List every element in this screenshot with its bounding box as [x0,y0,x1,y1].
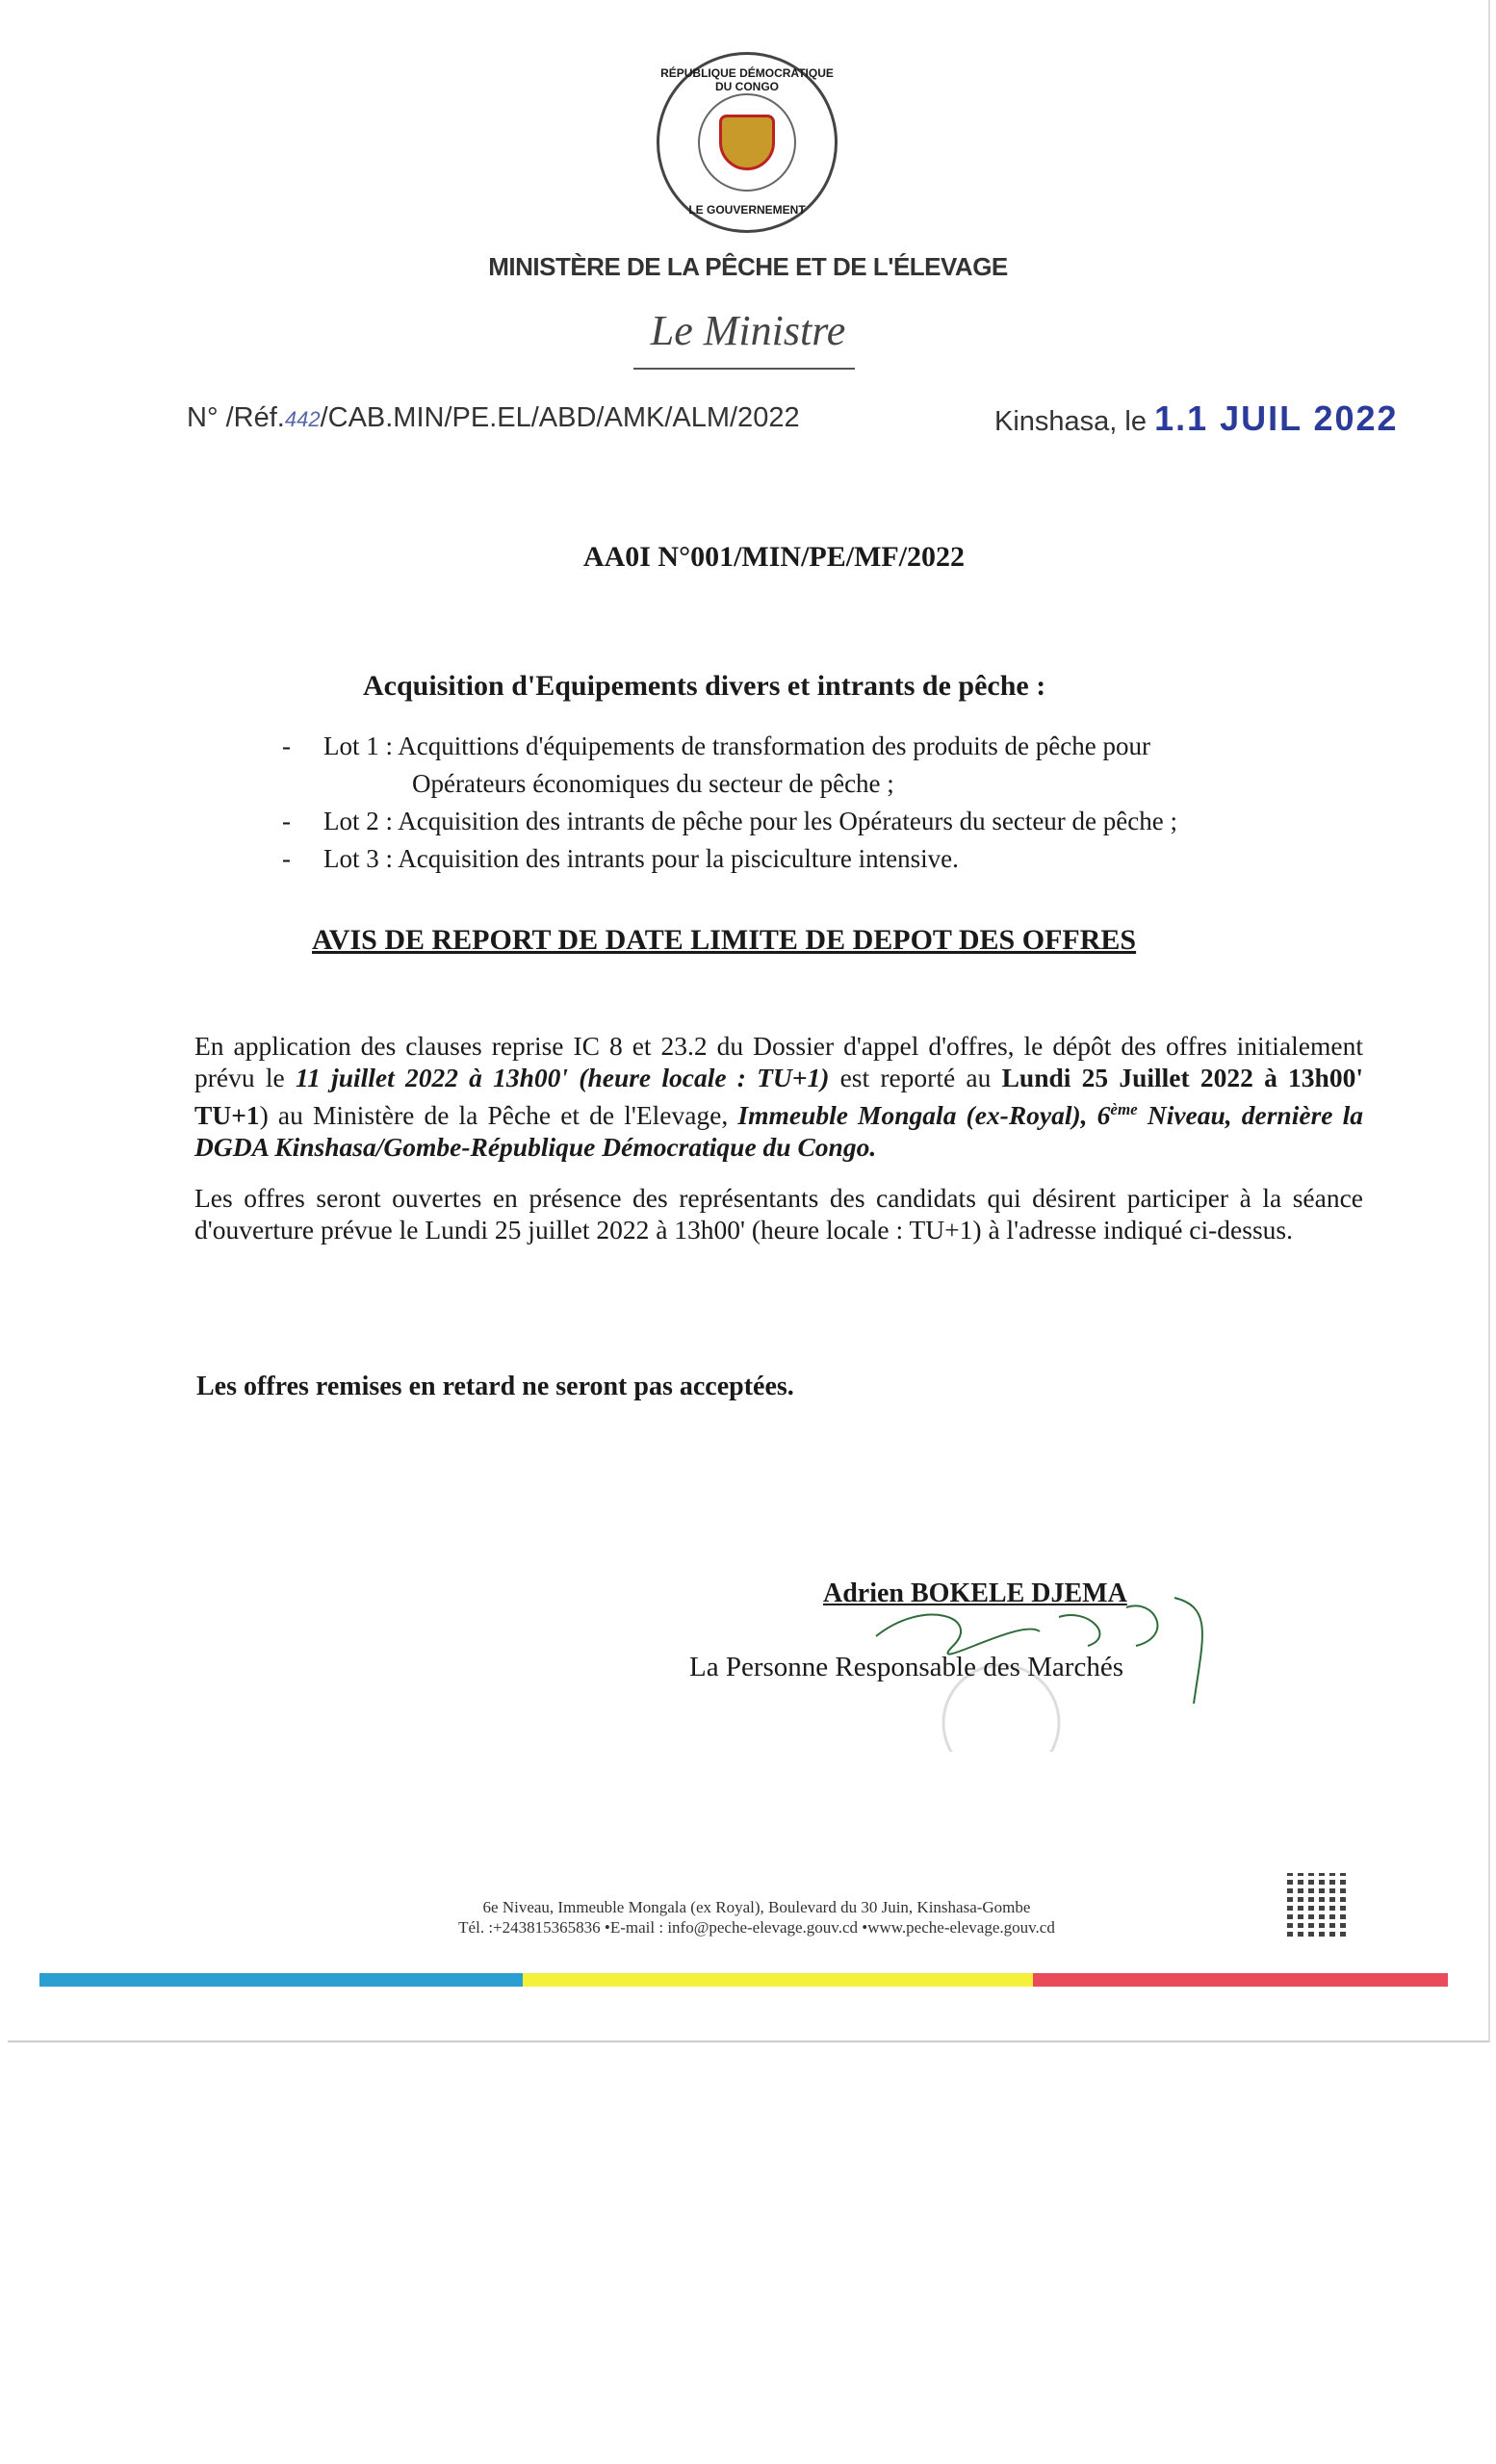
seal-text-bottom: LE GOUVERNEMENT [688,203,806,217]
paragraph-deadline: En application des clauses reprise IC 8 et 23.2 du Dossier d'appel d'offres, le dépôt des offres initialement prévu le 11 juillet 2022 à 13h00' (heure locale : TU+1) est reporté au Lundi 25 Juillet 2022 à 13h00' TU+1) au Ministère de la Pêche et de l'Elevage, Immeuble Mongala (ex-Royal), 6ème Niveau, dernière la DGDA Kinshasa/Gombe-République Démocratique du Congo. [194,1031,1363,1163]
coat-of-arms-icon [719,115,775,170]
date-line: Kinshasa, le 1.1 JUIL 2022 [994,398,1399,438]
date-stamp: 1.1 JUIL 2022 [1154,398,1399,438]
footer-contact: Tél. :+243815365836 •E-mail : info@peche-elevage.gouv.cd •www.peche-elevage.gouv.cd [458,1918,1055,1937]
ministry-title: MINISTÈRE DE LA PÊCHE ET DE L'ÉLEVAGE [488,252,1008,281]
lot-item: - Lot 1 : Acquittions d'équipements de transformation des produits de pêche pour [282,732,1150,760]
handwritten-ref: 442 [284,407,321,431]
tender-number: AA0I N°001/MIN/PE/MF/2022 [582,541,966,573]
flag-bar-blue [39,1973,523,1987]
government-seal [657,52,838,233]
minister-title: Le Ministre [650,307,846,354]
flag-bar-red [1033,1973,1448,1987]
seal-text-top: RÉPUBLIQUE DÉMOCRATIQUE DU CONGO [660,66,834,93]
divider [633,368,855,370]
footer-address: 6e Niveau, Immeuble Mongala (ex Royal), Boulevard du 30 Juin, Kinshasa-Gombe [482,1898,1031,1916]
notice-title: AVIS DE REPORT DE DATE LIMITE DE DEPOT DES OFFRES [312,924,1137,956]
lot-item: - Lot 2 : Acquisition des intrants de pêche pour les Opérateurs du secteur de pêche ; [282,807,1177,835]
paragraph-opening: Les offres seront ouvertes en présence des représentants des candidats qui désirent participer à la séance d'ouverture prévue le Lundi 25 juillet 2022 à 13h00' (heure locale : TU+1) à l'adresse indiqué ci-dessus. [194,1183,1363,1245]
lot-item-continuation: Opérateurs économiques du secteur de pêche ; [412,769,894,798]
acquisition-title: Acquisition d'Equipements divers et intrants de pêche : [363,670,1046,702]
lot-item: - Lot 3 : Acquisition des intrants pour la pisciculture intensive. [282,844,959,873]
reference-number: N° /Réf.442/CAB.MIN/PE.EL/ABD/AMK/ALM/2022 [187,402,800,433]
signatory-role: La Personne Responsable des Marchés [689,1652,1123,1682]
flag-bar-yellow [523,1973,1033,1987]
qr-code-icon [1287,1873,1351,1937]
signatory-name: Adrien BOKELE DJEMA [823,1578,1127,1608]
late-notice: Les offres remises en retard ne seront pas acceptées. [196,1372,794,1401]
